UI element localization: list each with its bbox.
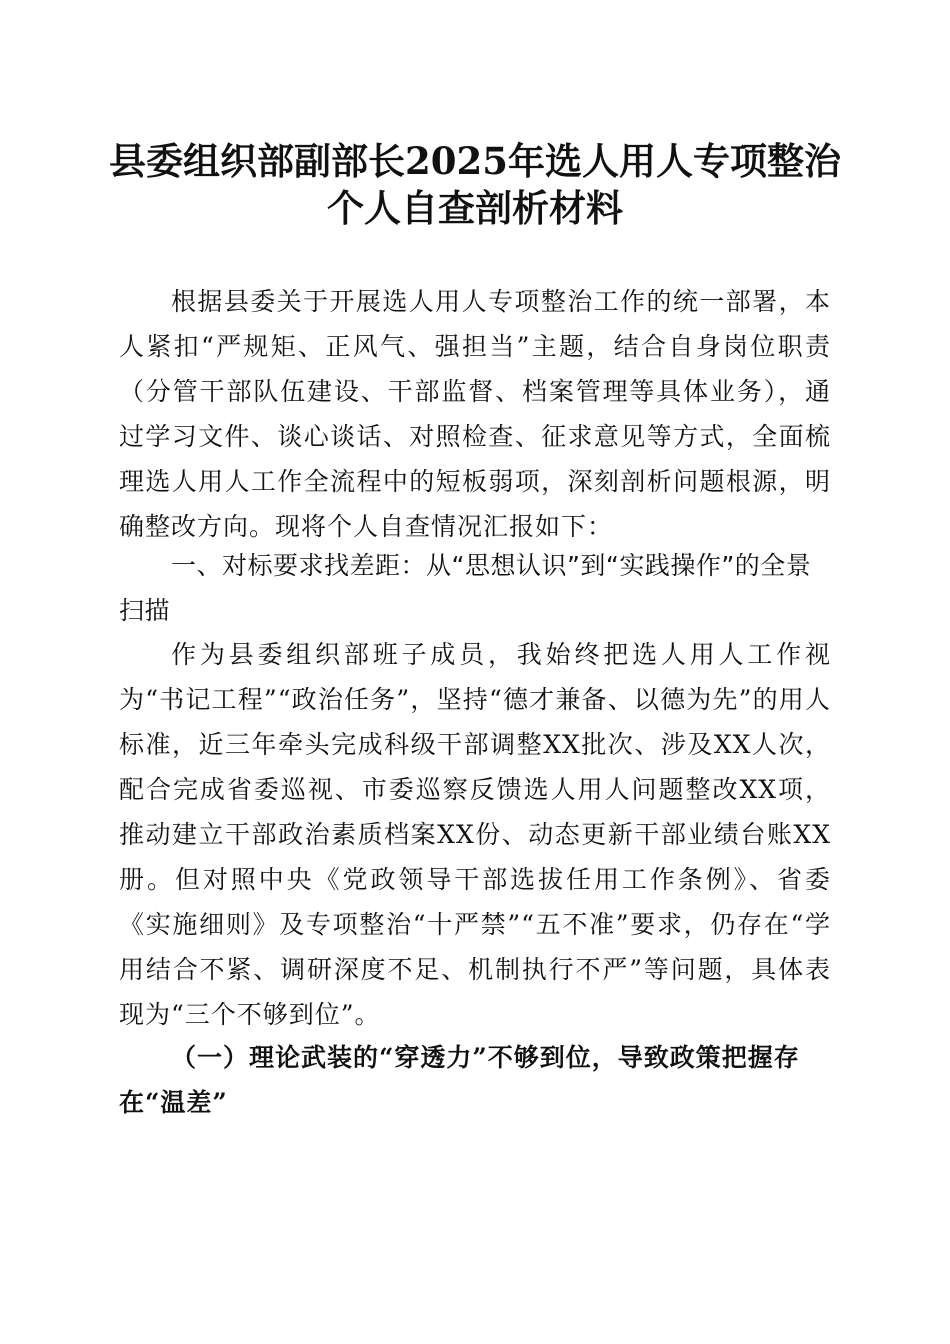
intro-paragraph: 根据县委关于开展选人用人专项整治工作的统一部署，本人紧扣“严规矩、正风气、强担当”主题，结合自身岗位职责（分管干部队伍建设、干部监督、档案管理等具体业务），通过学习文件、谈心谈话、对照检查、征求意见等方式，全面梳理选人用人工作全流程中的短板弱项，深刻剖析问题根源，明确整改方向。现将个人自查情况汇报如下： [119, 287, 831, 541]
subsection-1-heading: （一）理论武装的“穿透力”不够到位，导致政策把握存在“温差” [119, 1043, 800, 1117]
document-title-line-2: 个人自查剖析材料 [327, 186, 623, 230]
document-title-line-1: 县委组织部副部长2025年选人用人专项整治 [109, 139, 841, 183]
section-1-paragraph: 作为县委组织部班子成员，我始终把选人用人工作视为“书记工程”“政治任务”，坚持“德才兼备、以德为先”的用人标准，近三年牵头完成科级干部调整XX批次、涉及XX人次，配合完成省委巡视、市委巡察反馈选人用人问题整改XX项，推动建立干部政治素质档案XX份、动态更新干部业绩台账XX册。但对照中央《党政领导干部选拔任用工作条例》、省委《实施细则》及专项整治“十严禁”“五不准”要求，仍存在“学用结合不紧、调研深度不足、机制执行不严”等问题，具体表现为“三个不够到位”。 [119, 640, 831, 1029]
section-1-heading: 一、对标要求找差距：从“思想认识”到“实践操作”的全景扫描 [119, 551, 812, 625]
